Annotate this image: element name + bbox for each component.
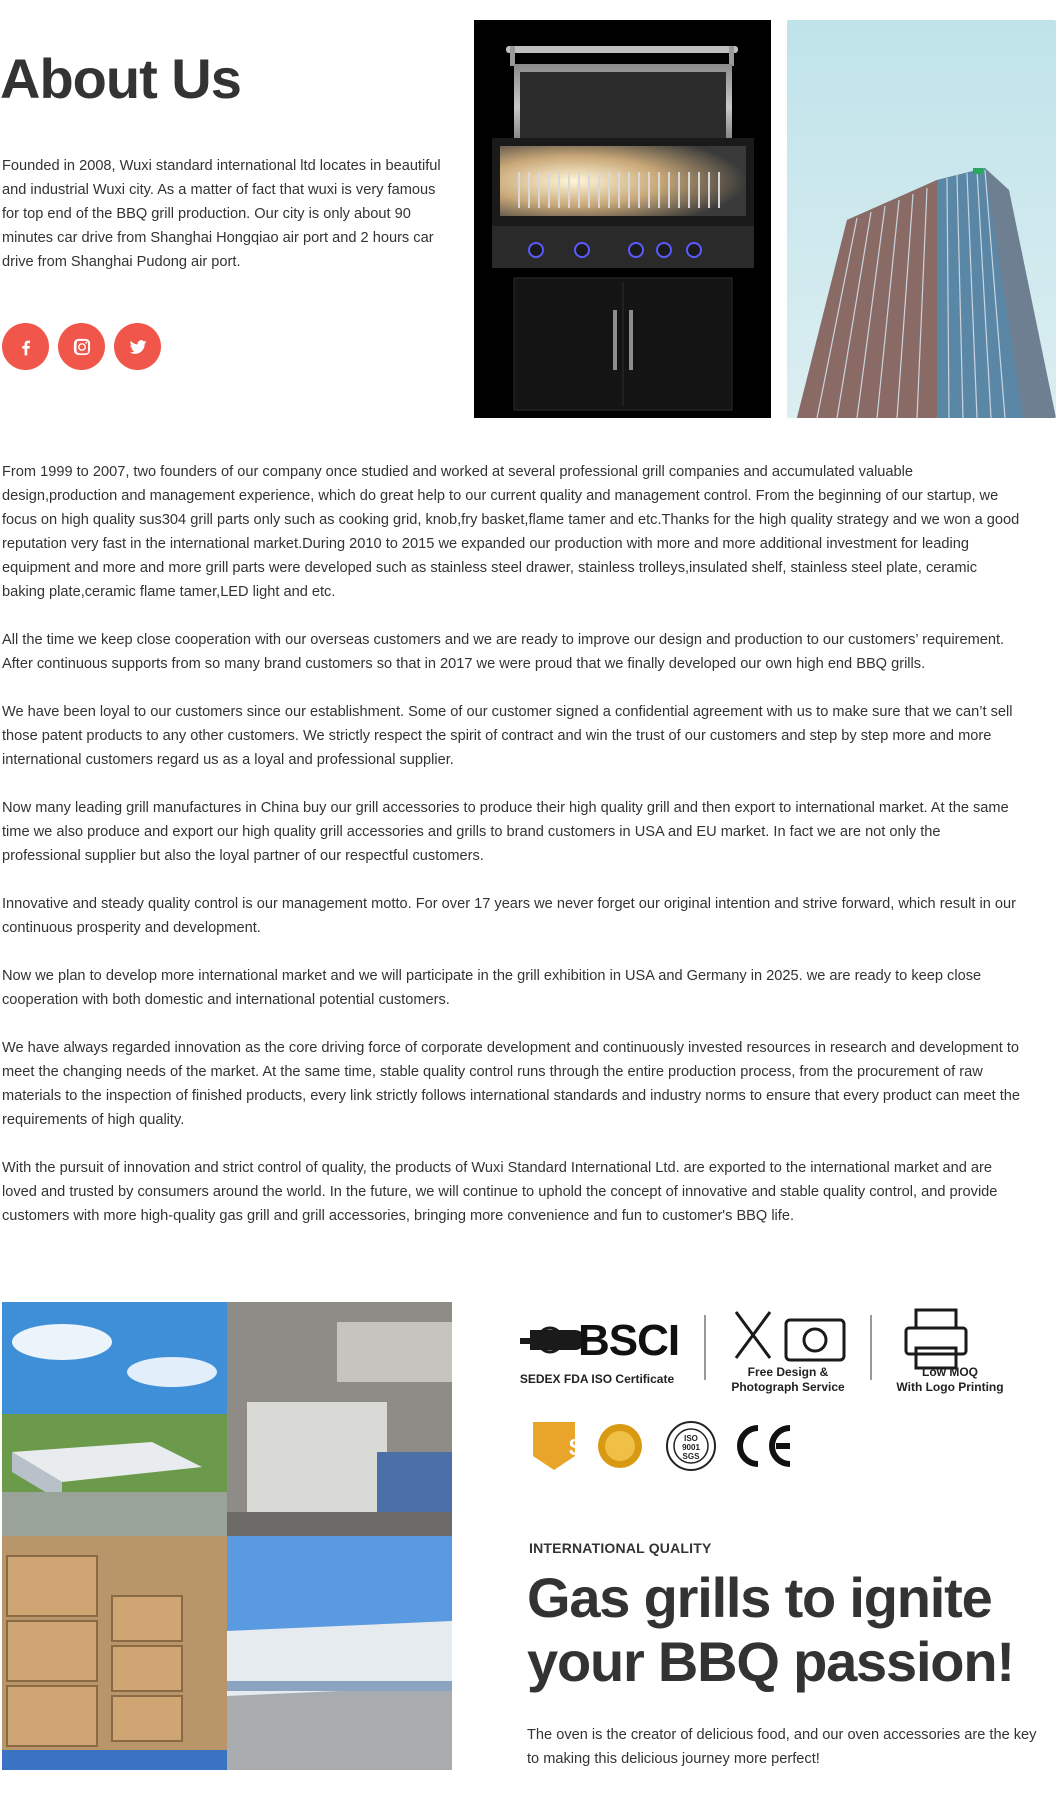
section-eyebrow: INTERNATIONAL QUALITY	[529, 1540, 712, 1556]
instagram-icon	[72, 337, 92, 357]
intro-paragraph: Founded in 2008, Wuxi standard international ltd locates in beautiful and industrial Wuxi city. As a matter of fact that wuxi is very famous for top end of the BBQ grill production. Our city is only about 90 minutes car drive from Shanghai Hongqiao air port and 2 hours car drive from Shanghai Pudong air port.	[2, 158, 441, 270]
bsci-wordmark: BSCI	[578, 1316, 680, 1365]
iso-sgs: SGS	[682, 1452, 700, 1461]
headline-line-1: Gas grills to ignite	[527, 1566, 992, 1629]
building-illustration	[787, 20, 1056, 418]
moq-caption-1: Low MOQ	[922, 1365, 978, 1379]
design-caption-1: Free Design &	[747, 1365, 829, 1379]
factory-photo-grid	[2, 1302, 452, 1770]
iso-text	[682, 1434, 700, 1461]
moq-caption-2: With Logo Printing	[896, 1380, 1004, 1394]
history-paragraph: Now we plan to develop more international market and we will participate in the grill exhibition in USA and Germany in 2025. we are ready to keep close cooperation with both domestic and international potential customers.	[2, 968, 982, 1008]
history-paragraph: Now many leading grill manufactures in China buy our grill accessories to produce their high quality grill and then export to international market. At the same time we also produce and export our high quality grill accessories and grills to brand customers in USA and EU market. In fact we are not only the professional supplier but also the loyal partner of our respectful customers.	[2, 800, 1009, 864]
history-paragraph: With the pursuit of innovation and strict control of quality, the products of Wuxi Standard International Ltd. are exported to the international market and are loved and trusted by consumers around the world. In the future, we will continue to uphold the concept of innovative and stable quality control, and provide customers with more high-quality gas grill and grill accessories, bringing more convenience and fun to customer's BBQ life.	[2, 1160, 998, 1224]
history-paragraph: All the time we keep close cooperation with our overseas customers and we are ready to improve our design and production to our customers’ requirement. After continuous supports from so many brand customers so that in 2017 we were proud that we finally developed our own high end BBQ grills.	[2, 632, 1005, 672]
twitter-icon	[128, 337, 148, 357]
history-paragraph: We have always regarded innovation as the core driving force of corporate development and continuously invested resources in research and development to meet the changing needs of the market. At the same time, stable quality control runs through the entire production process, from the procurement of raw materials to the inspection of finished products, every link strictly follows international standards and industry norms to ensure that every product can meet the requirements of high quality.	[2, 1040, 1021, 1128]
instagram-button[interactable]	[58, 323, 105, 370]
certifications-panel	[508, 1300, 1028, 1482]
grill-illustration	[474, 20, 771, 418]
history-paragraph: We have been loyal to our customers since our establishment. Some of our customer signed a confidential agreement with us to make sure that we can’t sell those patent products to any other customers. We strictly respect the spirit of contract and win the trust of our customers and step by step more and more international customers regard us as a loyal and professional supplier.	[2, 704, 1013, 768]
promo-headline	[527, 1566, 1047, 1694]
factory-aerial-photo	[2, 1302, 227, 1536]
building-photo	[787, 20, 1056, 418]
factory-interior-photo	[227, 1302, 452, 1536]
bsci-caption: SEDEX FDA ISO Certificate	[519, 1372, 675, 1386]
printer-icon	[906, 1310, 966, 1368]
facebook-button[interactable]	[2, 323, 49, 370]
twitter-button[interactable]	[114, 323, 161, 370]
design-caption-2: Photograph Service	[731, 1380, 845, 1394]
coin-icon	[598, 1424, 642, 1468]
page-title: About Us	[0, 47, 241, 110]
grill-photo	[474, 20, 771, 418]
iso-number: 9001	[682, 1443, 700, 1452]
warehouse-boxes-photo	[2, 1536, 227, 1770]
headline-line-2: your BBQ passion!	[527, 1630, 1014, 1693]
history-paragraph: Innovative and steady quality control is our management motto. For over 17 years we never forget our original intention and strive forward, which result in our continuous prosperity and development.	[2, 896, 1016, 936]
history-paragraph: From 1999 to 2007, two founders of our company once studied and worked at several professional grill companies and accumulated valuable design,production and management experience, which do great help to our current quality and management control. From the beginning of our startup, we focus on high quality sus304 grill parts only such as cooking grid, knob,fry basket,flame tamer and etc.Thanks for the high quality strategy and we won a good reputation very fast in the international market.During 2010 to 2015 we expanded our production with more and more additional investment for leading equipment and more and more grill parts were developed such as stainless steel drawer, stainless trolleys,insulated shelf, stainless steel plate, ceramic baking plate,ceramic flame tamer,LED light and etc.	[2, 464, 1020, 600]
bsci-logo	[520, 1328, 585, 1352]
dollar-symbol: $	[569, 1434, 583, 1461]
promo-paragraph: The oven is the creator of delicious food, and our oven accessories are the key to making this delicious journey more perfect!	[527, 1727, 1037, 1767]
iso-label: ISO	[684, 1434, 698, 1443]
factory-building-photo	[227, 1536, 452, 1770]
facebook-icon	[16, 337, 36, 357]
ce-mark-icon	[740, 1428, 790, 1464]
company-history	[2, 460, 1022, 1252]
social-links	[2, 323, 161, 370]
design-tools-icon	[736, 1312, 844, 1360]
